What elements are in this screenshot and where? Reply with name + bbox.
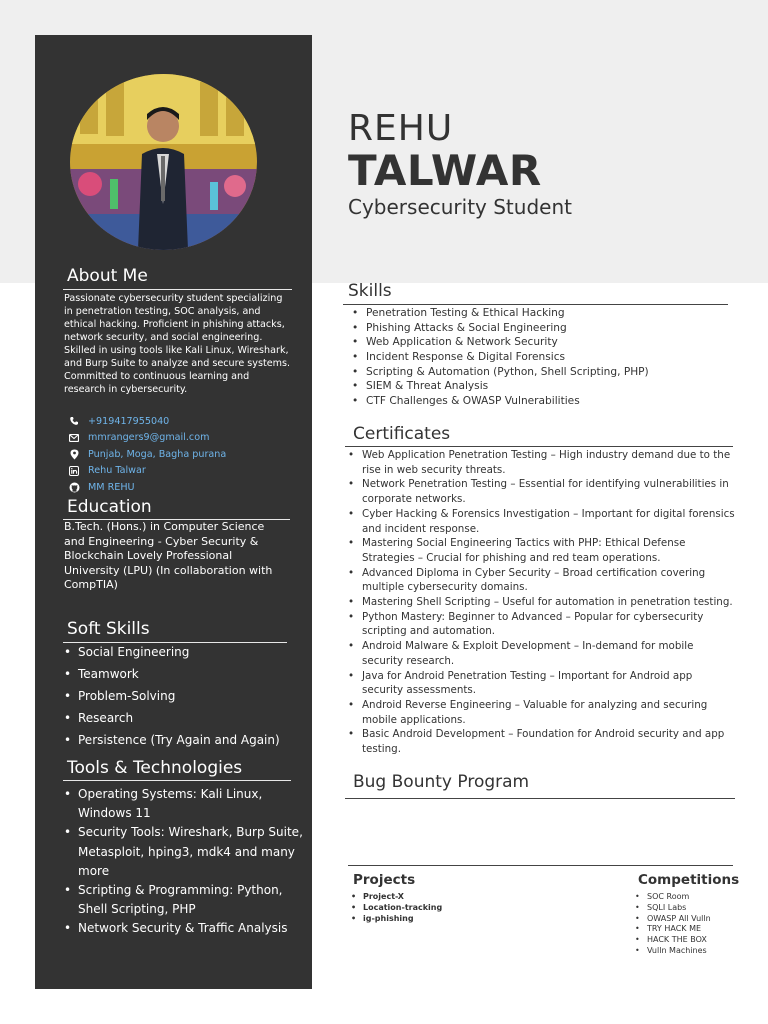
- list-item: • SQLI Labs: [635, 903, 711, 914]
- linkedin-icon: [67, 464, 81, 477]
- list-item: • Incident Response & Digital Forensics: [352, 351, 649, 366]
- education-heading: Education: [67, 497, 152, 517]
- github-icon: [67, 481, 81, 494]
- location-icon: [67, 448, 81, 461]
- contact-linkedin[interactable]: [67, 463, 226, 480]
- last-name: TALWAR: [348, 146, 542, 195]
- list-item: • TRY HACK ME: [635, 924, 711, 935]
- list-item: • Social Engineering: [64, 645, 280, 667]
- list-item: • Scripting & Automation (Python, Shell Scripting, PHP): [352, 366, 649, 381]
- certificates-list: [348, 448, 736, 757]
- list-item: • Scripting & Programming: Python, Shell Scripting, PHP: [64, 881, 310, 919]
- list-item: • Network Security & Traffic Analysis: [64, 919, 310, 938]
- list-item: • Operating Systems: Kali Linux, Windows 11: [64, 785, 310, 823]
- list-item: • Problem-Solving: [64, 689, 280, 711]
- list-item: • Research: [64, 711, 280, 733]
- list-item: • ig-phishing: [351, 914, 442, 925]
- list-item: • Web Application & Network Security: [352, 336, 649, 351]
- list-item: • HACK THE BOX: [635, 935, 711, 946]
- list-item: • CTF Challenges & OWASP Vulnerabilities: [352, 395, 649, 410]
- tools-divider: [63, 780, 291, 781]
- list-item: • Vulln Machines: [635, 946, 711, 957]
- list-item: • SOC Room: [635, 892, 711, 903]
- list-item: • Location-tracking: [351, 903, 442, 914]
- list-item: • Phishing Attacks & Social Engineering: [352, 322, 649, 337]
- list-item: • Web Application Penetration Testing – High industry demand due to the rise in web security threats.: [348, 448, 736, 477]
- about-divider: [63, 289, 292, 290]
- list-item: • Advanced Diploma in Cyber Security – Broad certification covering multiple cybersecurity domains.: [348, 566, 736, 595]
- contact-list: [67, 413, 226, 496]
- tools-list: [64, 785, 310, 939]
- list-item: • Android Malware & Exploit Development – In-demand for mobile security research.: [348, 639, 736, 668]
- list-item: • Teamwork: [64, 667, 280, 689]
- phone-icon: [67, 415, 81, 428]
- location-text: Punjab, Moga, Bagha purana: [88, 448, 227, 460]
- contact-github[interactable]: [67, 479, 226, 496]
- list-item: • Java for Android Penetration Testing – Important for Android app security assessments.: [348, 669, 736, 698]
- job-title: Cybersecurity Student: [348, 195, 572, 219]
- list-item: • SIEM & Threat Analysis: [352, 380, 649, 395]
- email-icon: [67, 431, 81, 444]
- list-item: • Network Penetration Testing – Essential for identifying vulnerabilities in corporate networks.: [348, 477, 736, 506]
- phone-text: +919417955040: [88, 415, 170, 427]
- soft-skills-divider: [63, 642, 287, 643]
- skills-heading: Skills: [348, 281, 392, 301]
- projects-list: [351, 892, 442, 924]
- list-item: • Security Tools: Wireshark, Burp Suite, Metasploit, hping3, mdk4 and many more: [64, 823, 310, 881]
- certificates-heading: Certificates: [353, 424, 451, 444]
- list-item: • Persistence (Try Again and Again): [64, 733, 280, 755]
- contact-location[interactable]: [67, 446, 226, 463]
- skills-list: [352, 307, 649, 410]
- list-item: • Mastering Shell Scripting – Useful for automation in penetration testing.: [348, 595, 736, 610]
- section-divider: [348, 865, 733, 866]
- competitions-heading: Competitions: [638, 872, 740, 888]
- about-heading: About Me: [67, 266, 148, 286]
- certificates-divider: [345, 446, 733, 447]
- soft-skills-heading: Soft Skills: [67, 619, 150, 639]
- projects-heading: Projects: [353, 872, 416, 888]
- contact-email[interactable]: [67, 430, 226, 447]
- list-item: • OWASP All Vulln: [635, 914, 711, 925]
- bug-bounty-divider: [345, 798, 735, 799]
- linkedin-text: Rehu Talwar: [88, 465, 146, 477]
- list-item: • Mastering Social Engineering Tactics with PHP: Ethical Defense Strategies – Crucial for phishing and red team operations.: [348, 536, 736, 565]
- bug-bounty-heading: Bug Bounty Program: [353, 772, 530, 792]
- list-item: • Python Mastery: Beginner to Advanced – Popular for cybersecurity scripting and automation.: [348, 610, 736, 639]
- list-item: • Penetration Testing & Ethical Hacking: [352, 307, 649, 322]
- list-item: • Cyber Hacking & Forensics Investigation – Important for digital forensics and incident response.: [348, 507, 736, 536]
- list-item: • Basic Android Development – Foundation for Android security and app testing.: [348, 727, 736, 756]
- education-text: B.Tech. (Hons.) in Computer Science and Engineering - Cyber Security & Blockchain Lovely Professional University (LPU) (In collaboration with CompTIA): [64, 520, 273, 591]
- soft-skills-list: [64, 645, 280, 755]
- profile-photo: [70, 74, 257, 250]
- list-item: • Android Reverse Engineering – Valuable for analyzing and securing mobile applications.: [348, 698, 736, 727]
- email-text: mmrangers9@gmail.com: [88, 432, 210, 444]
- about-text: Passionate cybersecurity student specializing in penetration testing, SOC analysis, and ethical hacking. Proficient in phishing attacks, network security, and social engineering. Skilled in using tools like Kali Linux, Wireshark, and Burp Suite to analyze and secure systems. Committed to continuous learning and research in cybersecurity.: [64, 293, 291, 395]
- skills-divider: [343, 304, 728, 305]
- list-item: • Project-X: [351, 892, 442, 903]
- github-text: MM REHU: [88, 481, 135, 493]
- tools-heading: Tools & Technologies: [67, 758, 243, 778]
- contact-phone[interactable]: [67, 413, 226, 430]
- competitions-list: [635, 892, 711, 957]
- first-name: REHU: [348, 108, 454, 149]
